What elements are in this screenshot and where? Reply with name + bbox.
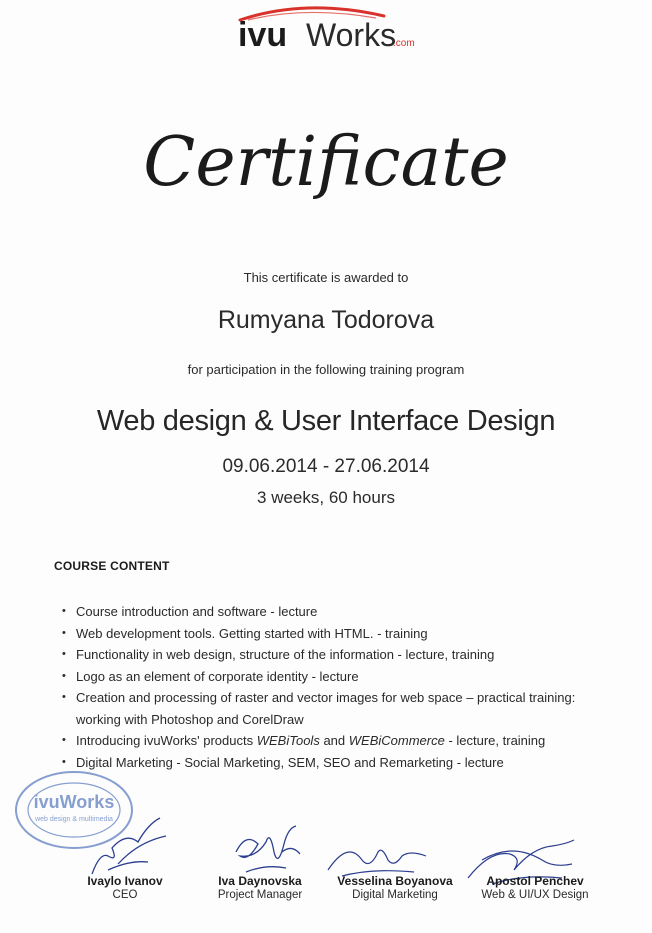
stamp-subtitle: web design & multimedia (35, 816, 113, 823)
participation-text: for participation in the following training program (187, 362, 465, 377)
signatory-name: Apostol Penchev (486, 874, 584, 888)
list-item (62, 730, 622, 752)
product-name: WEBiCommerce (348, 733, 445, 748)
signatory (70, 874, 180, 901)
course-content-heading: COURSE CONTENT (54, 559, 170, 573)
certificate-title-text: Certificate (143, 123, 509, 202)
signatory (205, 874, 315, 901)
signatory-role: Project Manager (217, 889, 303, 901)
signature-ivanov (78, 812, 178, 882)
list-item: • Digital Marketing - Social Marketing, SEM, SEO and Remarketing - lecture (62, 752, 622, 774)
certificate-title (0, 105, 652, 235)
list-item: • Logo as an element of corporate identity - lecture (62, 666, 622, 688)
list-item: • Web development tools. Getting started with HTML. - training (62, 623, 622, 645)
signatory (330, 874, 460, 901)
logo-text-ivu: ivu (238, 16, 288, 54)
program-dates: 09.06.2014 - 27.06.2014 (222, 456, 430, 477)
signatory-role: CEO (112, 889, 138, 901)
list-item: • Course introduction and software - lecture (62, 601, 622, 623)
signature-daynovska (226, 822, 316, 882)
list-item-text: - lecture, training (444, 733, 546, 748)
signatory (470, 874, 600, 901)
logo-text-works: Works (306, 17, 397, 53)
signatory-name: Ivaylo Ivanov (87, 874, 163, 888)
product-name: WEBiTools (256, 733, 320, 748)
list-item: • Functionality in web design, structure of the information - lecture, training (62, 644, 622, 666)
program-duration: 3 weeks, 60 hours (257, 488, 395, 507)
awarded-text: This certificate is awarded to (243, 270, 409, 285)
logo-text-com: .com (393, 38, 415, 49)
program-title: Web design & User Interface Design (96, 405, 556, 437)
list-item-text: Introducing ivuWorks' products (76, 733, 257, 748)
list-item-text: and (319, 733, 349, 748)
stamp-brand: ivuWorks (33, 792, 115, 812)
list-item: • Creation and processing of raster and vector images for web space – practical training: working with Photoshop and CorelDraw (62, 687, 622, 730)
company-logo (0, 4, 652, 54)
signatory-name: Iva Daynovska (218, 874, 302, 888)
course-content-list (62, 601, 622, 773)
recipient-name: Rumyana Todorova (217, 306, 435, 334)
signatory-role: Web & UI/UX Design (481, 889, 589, 901)
signatory-role: Digital Marketing (352, 889, 438, 901)
signatory-name: Vesselina Boyanova (337, 874, 453, 888)
